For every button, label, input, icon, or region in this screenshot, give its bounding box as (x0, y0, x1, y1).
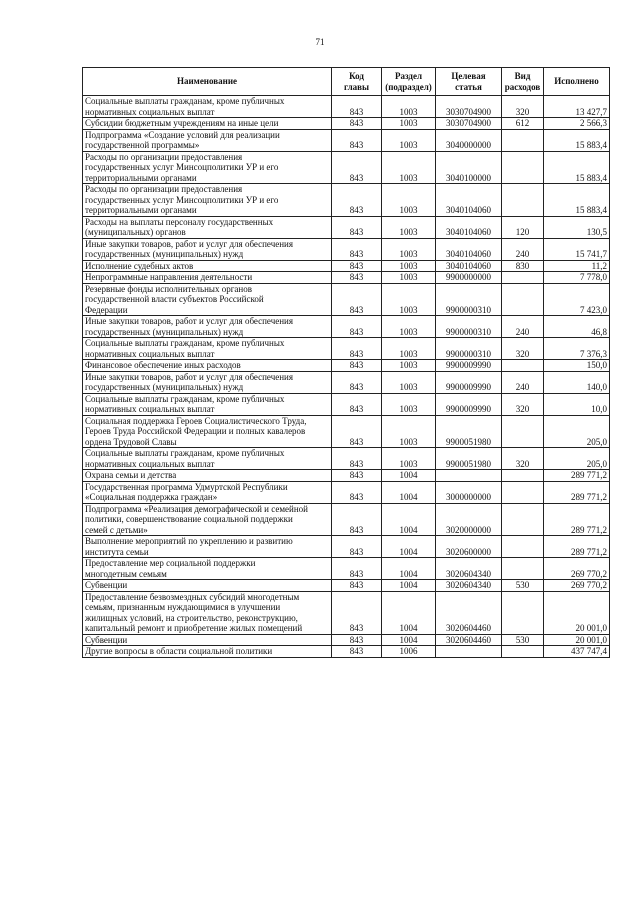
cell-type: 240 (502, 316, 544, 338)
cell-executed: 15 883,4 (544, 129, 610, 151)
header-name: Наименование (83, 68, 332, 96)
cell-section: 1003 (382, 96, 436, 118)
cell-name: Расходы по организации предоставления государственных услуг Минсоцполитики УР и его территориальными органами (83, 184, 332, 217)
cell-section: 1003 (382, 415, 436, 448)
cell-section: 1006 (382, 646, 436, 658)
cell-code: 843 (332, 129, 382, 151)
cell-name: Иные закупки товаров, работ и услуг для обеспечения государственных (муниципальных) нужд (83, 238, 332, 260)
cell-executed: 7 376,3 (544, 338, 610, 360)
table-row (83, 393, 610, 415)
cell-code: 843 (332, 184, 382, 217)
cell-type (502, 558, 544, 580)
cell-executed: 7 778,0 (544, 272, 610, 284)
header-type: Вид расходов (502, 68, 544, 96)
cell-article: 9900000310 (436, 316, 502, 338)
cell-type (502, 151, 544, 184)
header-executed: Исполнено (544, 68, 610, 96)
cell-executed: 15 883,4 (544, 151, 610, 184)
table-row (83, 118, 610, 130)
cell-code: 843 (332, 338, 382, 360)
cell-executed: 150,0 (544, 360, 610, 372)
cell-type: 530 (502, 634, 544, 646)
cell-code: 843 (332, 283, 382, 316)
cell-name: Подпрограмма «Реализация демографической и семейной политики, совершенствование социальной поддержки семей с детьми» (83, 503, 332, 536)
table-row (83, 360, 610, 372)
cell-type: 320 (502, 338, 544, 360)
table-row (83, 591, 610, 634)
cell-article: 9900009990 (436, 360, 502, 372)
cell-code: 843 (332, 216, 382, 238)
cell-type (502, 360, 544, 372)
table-row (83, 316, 610, 338)
cell-section: 1003 (382, 448, 436, 470)
cell-type: 830 (502, 260, 544, 272)
table-row (83, 448, 610, 470)
cell-type (502, 591, 544, 634)
cell-code: 843 (332, 272, 382, 284)
cell-executed: 130,5 (544, 216, 610, 238)
cell-article (436, 470, 502, 482)
cell-section: 1003 (382, 283, 436, 316)
cell-section: 1004 (382, 481, 436, 503)
cell-code: 843 (332, 360, 382, 372)
table-row (83, 216, 610, 238)
cell-type (502, 184, 544, 217)
cell-executed: 205,0 (544, 415, 610, 448)
cell-type: 530 (502, 580, 544, 592)
cell-article (436, 646, 502, 658)
cell-executed: 11,2 (544, 260, 610, 272)
cell-name: Социальные выплаты гражданам, кроме публичных нормативных социальных выплат (83, 393, 332, 415)
cell-name: Социальные выплаты гражданам, кроме публичных нормативных социальных выплат (83, 448, 332, 470)
cell-section: 1003 (382, 360, 436, 372)
cell-section: 1003 (382, 371, 436, 393)
table-row (83, 260, 610, 272)
cell-code: 843 (332, 503, 382, 536)
cell-section: 1003 (382, 238, 436, 260)
cell-code: 843 (332, 371, 382, 393)
cell-type: 320 (502, 96, 544, 118)
cell-name: Подпрограмма «Создание условий для реализации государственной программы» (83, 129, 332, 151)
header-section: Раздел (подраздел) (382, 68, 436, 96)
cell-name: Иные закупки товаров, работ и услуг для обеспечения государственных (муниципальных) нужд (83, 371, 332, 393)
cell-type: 240 (502, 371, 544, 393)
cell-section: 1004 (382, 470, 436, 482)
cell-executed: 13 427,7 (544, 96, 610, 118)
cell-article: 9900051980 (436, 415, 502, 448)
cell-executed: 289 771,2 (544, 503, 610, 536)
cell-type: 612 (502, 118, 544, 130)
table-row (83, 536, 610, 558)
cell-code: 843 (332, 238, 382, 260)
cell-executed: 2 566,3 (544, 118, 610, 130)
table-row (83, 580, 610, 592)
table-row (83, 481, 610, 503)
cell-code: 843 (332, 415, 382, 448)
table-row (83, 415, 610, 448)
cell-executed: 269 770,2 (544, 580, 610, 592)
cell-code: 843 (332, 558, 382, 580)
cell-executed: 437 747,4 (544, 646, 610, 658)
cell-section: 1004 (382, 558, 436, 580)
cell-section: 1003 (382, 216, 436, 238)
cell-type (502, 481, 544, 503)
table-row (83, 470, 610, 482)
cell-type (502, 272, 544, 284)
cell-name: Субсидии бюджетным учреждениям на иные цели (83, 118, 332, 130)
cell-executed: 15 741,7 (544, 238, 610, 260)
cell-name: Социальная поддержка Героев Социалистического Труда, Героев Труда Российской Федерации и полных кавалеров ордена Трудовой Славы (83, 415, 332, 448)
cell-section: 1004 (382, 580, 436, 592)
cell-name: Социальные выплаты гражданам, кроме публичных нормативных социальных выплат (83, 338, 332, 360)
cell-article: 3040104060 (436, 260, 502, 272)
table-row (83, 283, 610, 316)
cell-article: 3030704900 (436, 96, 502, 118)
cell-article: 3020604460 (436, 591, 502, 634)
cell-executed: 46,8 (544, 316, 610, 338)
cell-name: Охрана семьи и детства (83, 470, 332, 482)
cell-executed: 15 883,4 (544, 184, 610, 217)
cell-code: 843 (332, 448, 382, 470)
cell-code: 843 (332, 260, 382, 272)
cell-article: 9900000000 (436, 272, 502, 284)
cell-section: 1004 (382, 634, 436, 646)
cell-section: 1003 (382, 272, 436, 284)
cell-article: 3040000000 (436, 129, 502, 151)
cell-article: 9900000310 (436, 338, 502, 360)
cell-code: 843 (332, 591, 382, 634)
table-row (83, 272, 610, 284)
table-row (83, 238, 610, 260)
page-number: 71 (315, 37, 325, 47)
cell-name: Непрограммные направления деятельности (83, 272, 332, 284)
budget-table (82, 67, 610, 658)
cell-article: 3030704900 (436, 118, 502, 130)
cell-name: Социальные выплаты гражданам, кроме публичных нормативных социальных выплат (83, 96, 332, 118)
cell-name: Расходы по организации предоставления государственных услуг Минсоцполитики УР и его территориальными органами (83, 151, 332, 184)
cell-section: 1003 (382, 338, 436, 360)
cell-name: Предоставление безвозмездных субсидий многодетным семьям, признанным нуждающимися в улучшении жилищных условий, на строительство, реконструкцию, капитальный ремонт и приобретение жилых помещений (83, 591, 332, 634)
cell-type: 320 (502, 393, 544, 415)
cell-code: 843 (332, 646, 382, 658)
cell-type: 320 (502, 448, 544, 470)
cell-article: 9900000310 (436, 283, 502, 316)
table-row (83, 634, 610, 646)
cell-executed: 140,0 (544, 371, 610, 393)
cell-executed: 20 001,0 (544, 634, 610, 646)
cell-type (502, 283, 544, 316)
table-row (83, 129, 610, 151)
cell-name: Государственная программа Удмуртской Республики «Социальная поддержка граждан» (83, 481, 332, 503)
table-row (83, 96, 610, 118)
cell-name: Финансовое обеспечение иных расходов (83, 360, 332, 372)
cell-code: 843 (332, 96, 382, 118)
cell-executed: 205,0 (544, 448, 610, 470)
cell-name: Выполнение мероприятий по укреплению и развитию института семьи (83, 536, 332, 558)
cell-executed: 7 423,0 (544, 283, 610, 316)
cell-code: 843 (332, 118, 382, 130)
cell-section: 1003 (382, 260, 436, 272)
cell-code: 843 (332, 393, 382, 415)
table-row (83, 151, 610, 184)
cell-type: 240 (502, 238, 544, 260)
table-row (83, 184, 610, 217)
cell-name: Субвенции (83, 634, 332, 646)
cell-type (502, 536, 544, 558)
table-header-row (83, 68, 610, 96)
cell-executed: 10,0 (544, 393, 610, 415)
cell-article: 3040104060 (436, 216, 502, 238)
header-article: Целевая статья (436, 68, 502, 96)
cell-name: Субвенции (83, 580, 332, 592)
table-row (83, 371, 610, 393)
cell-article: 3020604340 (436, 580, 502, 592)
cell-code: 843 (332, 580, 382, 592)
cell-type (502, 503, 544, 536)
cell-executed: 289 771,2 (544, 481, 610, 503)
cell-code: 843 (332, 316, 382, 338)
cell-name: Иные закупки товаров, работ и услуг для обеспечения государственных (муниципальных) нужд (83, 316, 332, 338)
cell-section: 1003 (382, 151, 436, 184)
table-row (83, 338, 610, 360)
cell-type (502, 646, 544, 658)
cell-section: 1003 (382, 118, 436, 130)
cell-name: Другие вопросы в области социальной политики (83, 646, 332, 658)
cell-section: 1003 (382, 184, 436, 217)
cell-name: Исполнение судебных актов (83, 260, 332, 272)
cell-executed: 289 771,2 (544, 536, 610, 558)
cell-article: 9900051980 (436, 448, 502, 470)
cell-name: Расходы на выплаты персоналу государственных (муниципальных) органов (83, 216, 332, 238)
cell-article: 3040104060 (436, 184, 502, 217)
cell-type: 120 (502, 216, 544, 238)
cell-type (502, 129, 544, 151)
header-code: Код главы (332, 68, 382, 96)
table-body (83, 96, 610, 658)
table-row (83, 646, 610, 658)
cell-type (502, 415, 544, 448)
cell-code: 843 (332, 481, 382, 503)
cell-article: 3020604340 (436, 558, 502, 580)
cell-section: 1003 (382, 393, 436, 415)
cell-article: 9900009990 (436, 371, 502, 393)
cell-code: 843 (332, 470, 382, 482)
cell-article: 3020604460 (436, 634, 502, 646)
cell-section: 1004 (382, 503, 436, 536)
cell-executed: 289 771,2 (544, 470, 610, 482)
cell-section: 1004 (382, 536, 436, 558)
table-row (83, 503, 610, 536)
cell-code: 843 (332, 151, 382, 184)
cell-code: 843 (332, 634, 382, 646)
cell-section: 1004 (382, 591, 436, 634)
table-row (83, 558, 610, 580)
cell-type (502, 470, 544, 482)
cell-name: Предоставление мер социальной поддержки многодетным семьям (83, 558, 332, 580)
cell-article: 3040104060 (436, 238, 502, 260)
cell-executed: 269 770,2 (544, 558, 610, 580)
cell-article: 3020600000 (436, 536, 502, 558)
cell-code: 843 (332, 536, 382, 558)
cell-article: 3020000000 (436, 503, 502, 536)
cell-article: 3000000000 (436, 481, 502, 503)
cell-section: 1003 (382, 129, 436, 151)
cell-executed: 20 001,0 (544, 591, 610, 634)
cell-name: Резервные фонды исполнительных органов государственной власти субъектов Российской Федерации (83, 283, 332, 316)
cell-article: 3040100000 (436, 151, 502, 184)
cell-article: 9900009990 (436, 393, 502, 415)
cell-section: 1003 (382, 316, 436, 338)
